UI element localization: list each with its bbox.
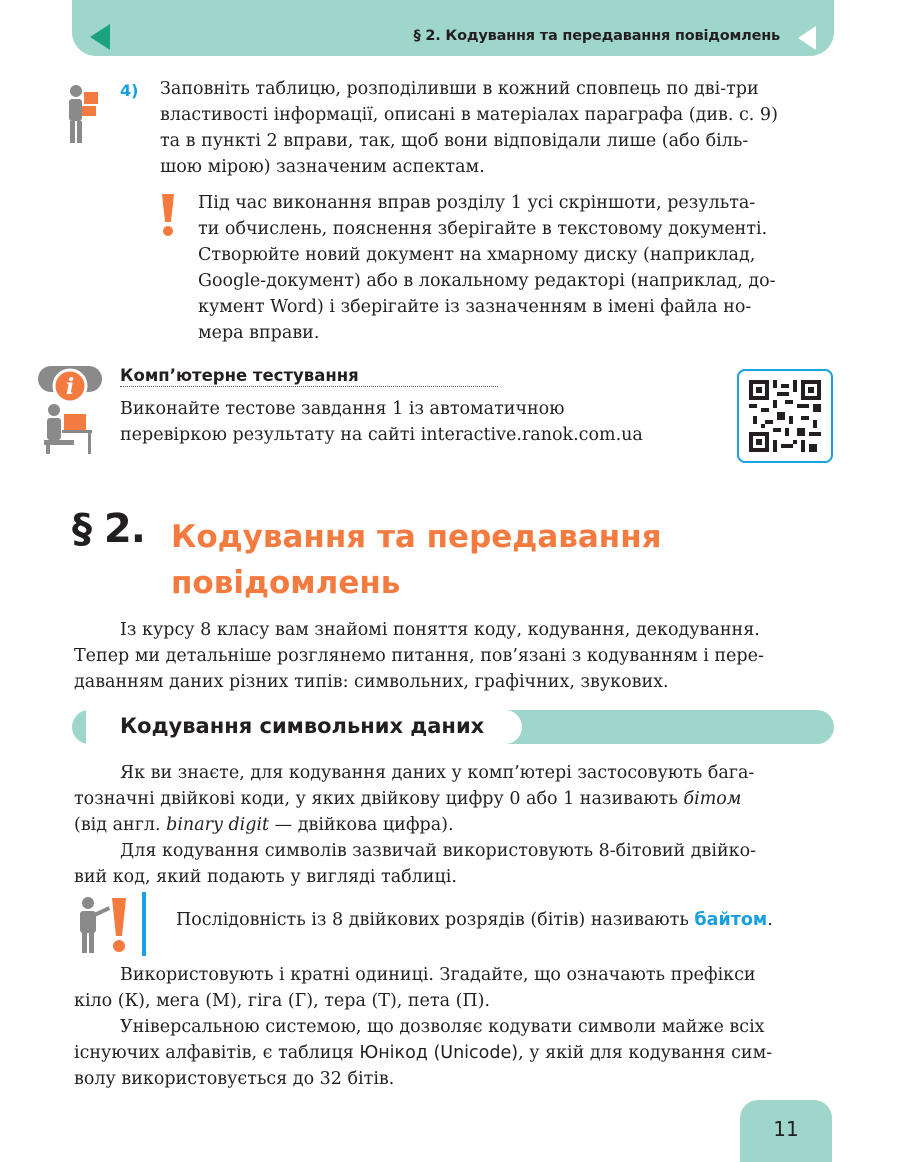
task-4-text: Заповніть таблицю, розподіливши в кожний сповпець по дві-три властивості інформації, описані в матеріалах параграфа (див. с. 9) та в пункті 2 вправи, так, щоб вони відповідали лише (або біль- шою мірою) зазначеним аспектам. bbox=[160, 79, 778, 177]
testing-title: Комп’ютерне тестування bbox=[120, 366, 359, 385]
byte-definition: Послідовність із 8 двійкових розрядів (бітів) називають байтом. bbox=[176, 910, 773, 930]
paragraph-bits: Як ви знаєте, для кодування даних у комп’ютері застосовують бага- тозначні двійкові коди, у яких двійкову цифру 0 або 1 називають бітом (від англ. binary digit — двійкова цифра). Для кодування символів зазвичай використовують 8-бітовий двійко- вий код, який подають у вигляді таблиці. bbox=[74, 763, 757, 887]
triangle-right-icon[interactable] bbox=[796, 24, 818, 52]
section-number: § 2. bbox=[72, 506, 145, 552]
running-header-title: § 2. Кодування та передавання повідомлень bbox=[413, 28, 780, 44]
definition-accent-line bbox=[142, 892, 146, 956]
person-with-box-icon bbox=[62, 82, 104, 148]
teacher-exclamation-icon bbox=[74, 896, 134, 956]
testing-text: Виконайте тестове завдання 1 із автоматичною перевіркою результату на сайті interactive.ranok.com.ua bbox=[120, 399, 643, 445]
subsection-title: Кодування символьних даних bbox=[120, 714, 485, 738]
page-number: 11 bbox=[773, 1117, 799, 1141]
section-intro: Із курсу 8 класу вам знайомі поняття коду, кодування, декодування. Тепер ми детальніше розглянемо питання, пов’язані з кодуванням і пере- даванням даних різних типів: символьних, графічних, звукових. bbox=[74, 620, 764, 692]
section-title: Кодування та передавання повідомлень bbox=[171, 519, 662, 601]
exclamation-icon bbox=[158, 192, 178, 238]
note-text: Під час виконання вправ розділу 1 усі скріншоти, результа- ти обчислень, пояснення зберігайте в текстовому документі. Створюйте новий документ на хмарному диску (наприклад, Google-документ) або в локальному редакторі (наприклад, до- кумент Word) і зберігайте із зазначенням в імені файла но- мера вправи. bbox=[198, 193, 776, 343]
task-number: 4) bbox=[120, 81, 139, 100]
qr-code-icon bbox=[739, 371, 831, 461]
svg-text:i: i bbox=[65, 374, 75, 400]
info-icon bbox=[38, 364, 104, 456]
qr-code-link[interactable] bbox=[737, 369, 833, 463]
testing-divider bbox=[120, 386, 498, 387]
triangle-left-icon[interactable] bbox=[88, 22, 112, 52]
paragraph-multiples: Використовують і кратні одиниці. Згадайте, що означають префікси кіло (К), мега (М), гіга (Г), тера (Т), пета (П). Універсальною системою, що дозволяє кодувати символи майже всіх існуючих алфавітів, є таблиця Юнікод (Unicode), у якій для кодування сим- волу використовується до 32 бітів. bbox=[74, 965, 773, 1089]
